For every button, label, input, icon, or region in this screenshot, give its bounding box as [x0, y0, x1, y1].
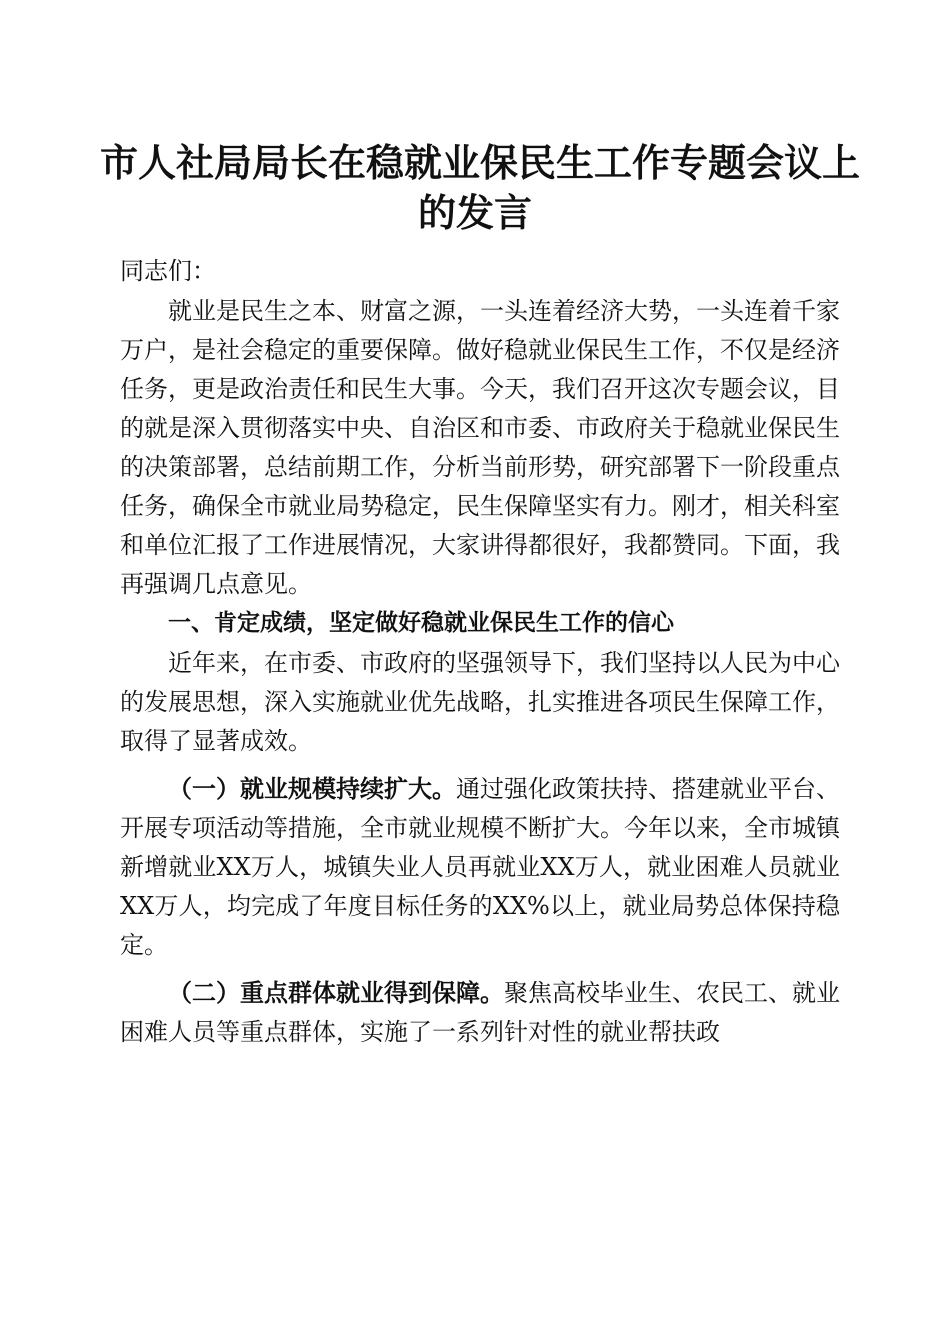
document-title: [100, 138, 861, 238]
salutation: 同志们：: [120, 257, 216, 285]
title-line-2: 的发言: [417, 191, 532, 235]
item-2-text: 聚焦高校毕业生、农民工、就业困难人员等重点群体，实施了一系列针对性的就业帮扶政: [120, 979, 840, 1046]
item-1-text: 通过强化政策扶持、搭建就业平台、开展专项活动等措施，全市就业规模不断扩大。今年以来，全市城镇新增就业XX万人，城镇失业人员再就业XX万人，就业困难人员就业XX万人，均完成了年度目标任务的XX%以上，就业局势总体保持稳定。: [120, 775, 840, 959]
title-line-1: 市人社局局长在稳就业保民生工作专题会议上: [100, 141, 861, 185]
item-1-lead: （一）就业规模持续扩大。: [168, 774, 456, 803]
item-2-lead: （二）重点群体就业得到保障。: [168, 978, 504, 1007]
document-body: [120, 252, 840, 1052]
intro-paragraph: 就业是民生之本、财富之源，一头连着经济大势，一头连着千家万户，是社会稳定的重要保障。做好稳就业保民生工作，不仅是经济任务，更是政治责任和民生大事。今天，我们召开这次专题会议，目的就是深入贯彻落实中央、自治区和市委、市政府关于稳就业保民生的决策部署，总结前期工作，分析当前形势，研究部署下一阶段重点任务，确保全市就业局势稳定，民生保障坚实有力。刚才，相关科室和单位汇报了工作进展情况，大家讲得都很好，我都赞同。下面，我再强调几点意见。: [120, 297, 840, 598]
section-1-intro-paragraph: 近年来，在市委、市政府的坚强领导下，我们坚持以人民为中心的发展思想，深入实施就业优先战略，扎实推进各项民生保障工作，取得了显著成效。: [120, 649, 840, 755]
item-1-paragraph: [120, 769, 840, 965]
section-heading-1: 一、肯定成绩，坚定做好稳就业保民生工作的信心: [168, 610, 674, 636]
item-2-paragraph: [120, 973, 840, 1052]
